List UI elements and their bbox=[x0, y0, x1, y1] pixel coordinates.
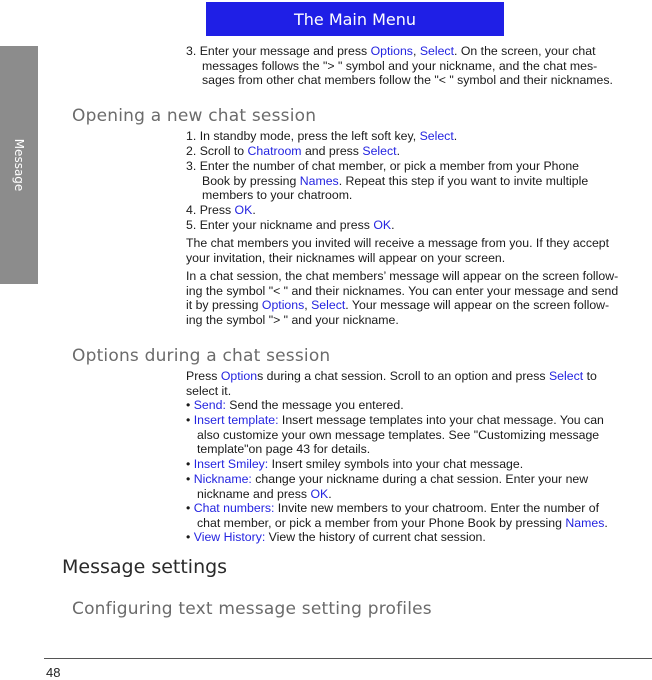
header-title: The Main Menu bbox=[293, 9, 417, 29]
step-number: 3. bbox=[186, 159, 197, 173]
paragraph-text: ing the symbol "< " and their nicknames. You can enter your message and send bbox=[186, 283, 619, 298]
option-send bbox=[186, 398, 648, 413]
paragraph-text: Press bbox=[186, 369, 221, 383]
step-number: 3. bbox=[186, 44, 197, 58]
paragraph-invite-result bbox=[186, 236, 648, 265]
option-view-history bbox=[186, 530, 648, 545]
paragraph-text: , bbox=[304, 298, 312, 313]
intro-step-3 bbox=[186, 44, 648, 88]
option-text: Insert message templates into your chat message. You can bbox=[278, 413, 604, 427]
new-step-4 bbox=[186, 203, 648, 218]
step-text: In standby mode, press the left soft key, bbox=[199, 129, 420, 143]
menu-term-names: Names bbox=[299, 173, 339, 188]
option-text: template"on page 43 for details. bbox=[197, 442, 371, 457]
step-text: Scroll to bbox=[199, 144, 248, 158]
menu-term-select: Select bbox=[362, 144, 397, 158]
option-term: Nickname: bbox=[193, 472, 252, 486]
heading-configuring-profiles: Configuring text message setting profiles bbox=[72, 599, 432, 619]
bullet-dot: • bbox=[186, 472, 191, 486]
menu-term-options: Options bbox=[370, 44, 413, 58]
option-nickname bbox=[186, 472, 648, 501]
bullet-dot: • bbox=[186, 530, 191, 544]
new-step-5 bbox=[186, 218, 648, 233]
paragraph-text: to bbox=[583, 369, 597, 383]
option-term: Insert Smiley: bbox=[193, 457, 269, 471]
step-text: Enter your message and press bbox=[199, 44, 371, 58]
page-header-banner bbox=[206, 2, 504, 36]
option-insert-smiley bbox=[186, 457, 648, 472]
option-text: Insert smiley symbols into your chat message. bbox=[268, 457, 524, 471]
menu-term-options: Options bbox=[261, 298, 305, 313]
menu-term-names: Names bbox=[565, 515, 605, 530]
paragraph-text: select it. bbox=[186, 383, 232, 398]
bullet-dot: • bbox=[186, 413, 191, 427]
paragraph-options-intro bbox=[186, 369, 648, 398]
option-term: View History: bbox=[193, 530, 266, 544]
option-chat-numbers bbox=[186, 501, 648, 530]
side-tab-message bbox=[0, 46, 38, 284]
menu-term-select: Select bbox=[548, 369, 584, 383]
new-step-3 bbox=[186, 159, 648, 203]
paragraph-chat-session bbox=[186, 269, 648, 327]
option-text: View the history of current chat session. bbox=[265, 530, 486, 544]
menu-term-ok: OK bbox=[234, 203, 253, 217]
menu-term-chatroom: Chatroom bbox=[247, 144, 302, 158]
side-tab-label: Message bbox=[12, 138, 26, 192]
step-number: 5. bbox=[186, 218, 197, 232]
paragraph-text: s during a chat session. Scroll to an option and press bbox=[257, 369, 549, 383]
step-text: Press bbox=[199, 203, 235, 217]
step-text: . bbox=[391, 218, 395, 232]
bullet-dot: • bbox=[186, 398, 191, 412]
option-text: chat member, or pick a member from your Phone Book by pressing bbox=[197, 515, 566, 530]
option-text: also customize your own message templates. See "Customizing message bbox=[197, 427, 600, 442]
step-number: 1. bbox=[186, 129, 197, 143]
new-step-2 bbox=[186, 144, 648, 159]
option-text: . bbox=[604, 515, 608, 530]
step-text: . bbox=[396, 144, 400, 158]
menu-term-select: Select bbox=[419, 129, 454, 143]
step-text: . Repeat this step if you want to invite multiple bbox=[338, 173, 589, 188]
menu-term-ok: OK bbox=[310, 486, 329, 501]
new-step-1 bbox=[186, 129, 648, 144]
menu-term-select: Select bbox=[311, 298, 346, 313]
step-text: Enter your nickname and press bbox=[199, 218, 374, 232]
step-number: 4. bbox=[186, 203, 197, 217]
option-term: Chat numbers: bbox=[193, 501, 275, 515]
page-number: 48 bbox=[46, 665, 61, 680]
step-text: messages follows the "> " symbol and your nickname, and the chat mes- bbox=[202, 58, 598, 73]
paragraph-text: it by pressing bbox=[186, 298, 262, 313]
step-text: members to your chatroom. bbox=[202, 188, 353, 203]
paragraph-text: In a chat session, the chat members’ message will appear on the screen follow- bbox=[186, 269, 619, 283]
step-text: Enter the number of chat member, or pick a member from your Phone bbox=[199, 159, 580, 173]
step-number: 2. bbox=[186, 144, 197, 158]
bullet-dot: • bbox=[186, 457, 191, 471]
option-text: change your nickname during a chat session. Enter your new bbox=[251, 472, 589, 486]
menu-term-select: Select bbox=[419, 44, 454, 58]
menu-term-options: Option bbox=[220, 369, 258, 383]
menu-term-ok: OK bbox=[373, 218, 392, 232]
bullet-dot: • bbox=[186, 501, 191, 515]
option-text: Invite new members to your chatroom. Enter the number of bbox=[274, 501, 600, 515]
step-text: . bbox=[453, 129, 458, 143]
option-insert-template bbox=[186, 413, 648, 457]
paragraph-text: ing the symbol "> " and your nickname. bbox=[186, 312, 399, 327]
heading-options-chat: Options during a chat session bbox=[72, 346, 331, 366]
option-text: Send the message you entered. bbox=[225, 398, 404, 412]
option-text: . bbox=[328, 486, 332, 501]
heading-opening-new-chat: Opening a new chat session bbox=[72, 106, 317, 126]
step-text: , bbox=[412, 44, 420, 58]
heading-message-settings: Message settings bbox=[62, 556, 228, 578]
paragraph-text: . Your message will appear on the screen follow- bbox=[345, 298, 610, 313]
option-term: Insert template: bbox=[193, 413, 279, 427]
option-text: nickname and press bbox=[197, 486, 311, 501]
option-term: Send: bbox=[193, 398, 226, 412]
paragraph-text: The chat members you invited will receive a message from you. If they accept bbox=[186, 236, 610, 250]
footer-divider bbox=[44, 658, 652, 659]
step-text: . On the screen, your chat bbox=[454, 44, 596, 58]
step-text: . bbox=[252, 203, 256, 217]
step-text: Book by pressing bbox=[202, 173, 300, 188]
step-text: and press bbox=[301, 144, 363, 158]
step-text: sages from other chat members follow the "< " symbol and their nicknames. bbox=[202, 73, 613, 88]
paragraph-text: your invitation, their nicknames will appear on your screen. bbox=[186, 250, 506, 265]
